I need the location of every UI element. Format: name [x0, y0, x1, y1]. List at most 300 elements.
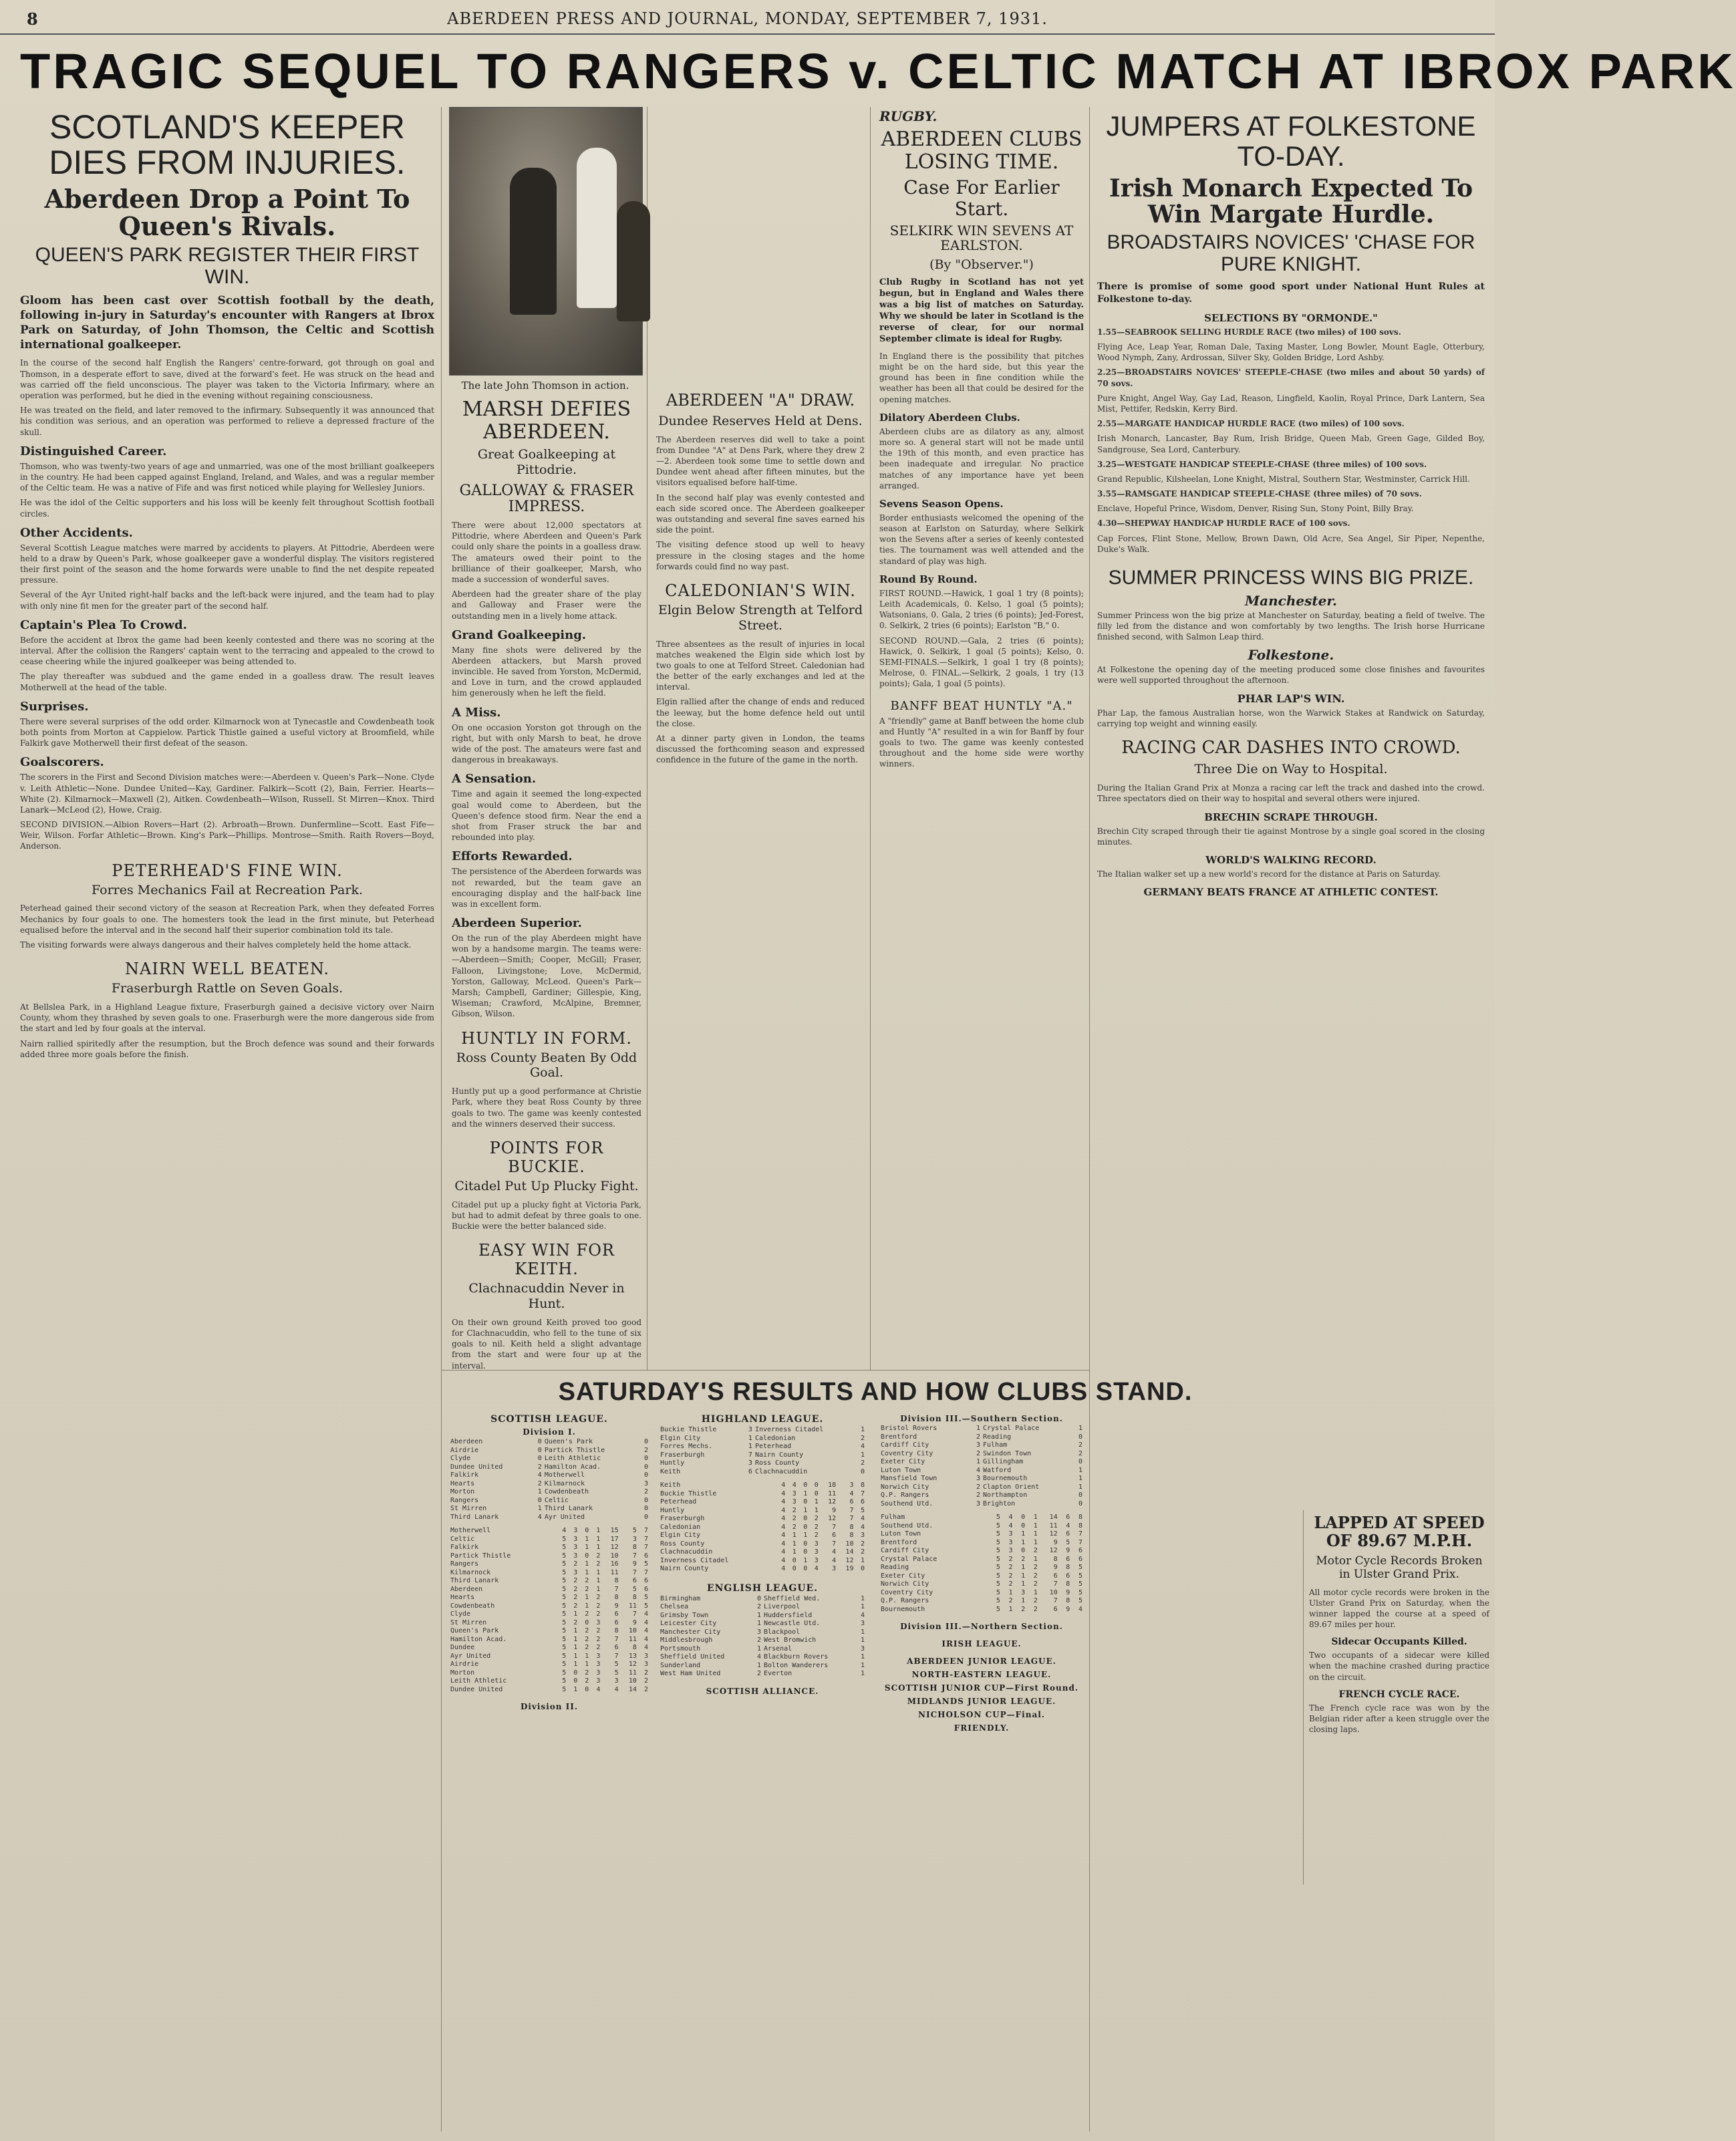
table-cell: Brentford	[881, 1538, 917, 1546]
standings-row	[879, 1572, 1084, 1581]
subhead-other-accidents: Other Accidents.	[20, 525, 133, 540]
table-cell: 1	[860, 1636, 865, 1644]
subhead-lapped: Motor Cycle Records Broken in Ulster Grand Prix.	[1316, 1554, 1483, 1582]
table-cell: 11	[628, 1669, 637, 1677]
table-cell: 2	[1078, 1441, 1082, 1449]
result-row	[659, 1620, 866, 1628]
table-cell: 5	[996, 1538, 1000, 1546]
table-cell: 8	[860, 1481, 865, 1489]
headline-nairn: NAIRN WELL BEATEN.	[125, 960, 329, 979]
table-cell: 0	[1021, 1522, 1026, 1530]
table-cell: 0	[573, 1677, 578, 1685]
table-cell: 1	[860, 1451, 865, 1459]
table-cell: 0	[803, 1540, 808, 1548]
table-cell: Inverness Citadel	[754, 1426, 824, 1433]
result-row	[449, 1463, 649, 1472]
table-cell: 0	[537, 1446, 542, 1454]
table-cell: 2	[573, 1577, 578, 1584]
table-cell: 8	[1078, 1514, 1082, 1521]
table-cell: 11	[828, 1489, 837, 1497]
table-cell: 15	[610, 1527, 619, 1534]
div1-standings-table	[449, 1527, 649, 1694]
table-cell: 5	[562, 1552, 567, 1560]
table-cell: 8	[632, 1644, 637, 1651]
table-cell: 1	[573, 1661, 578, 1668]
result-row	[659, 1435, 866, 1443]
body-text: The French cycle race was won by the Belgian rider after a keen struggle over the closing laps.	[1309, 1703, 1489, 1735]
table-cell: Chelsea	[660, 1603, 689, 1610]
table-cell: 6	[1078, 1547, 1082, 1554]
table-cell: 2	[814, 1523, 819, 1531]
table-cell: Morton	[450, 1488, 475, 1495]
table-cell: 1	[814, 1498, 819, 1506]
table-cell: 5	[562, 1635, 567, 1643]
table-cell: 2	[585, 1577, 589, 1584]
table-cell: 13	[628, 1652, 637, 1660]
body-text: The visiting defence stood up well to heavy pressure in the closing stages and the home forwards could find no way past.	[656, 540, 865, 571]
table-cell: 5	[996, 1597, 1000, 1604]
table-cell: 1	[1033, 1588, 1038, 1596]
table-cell: 5	[1066, 1538, 1070, 1546]
headline-banff: BANFF BEAT HUNTLY "A."	[890, 698, 1073, 713]
table-cell: Bristol Rovers	[881, 1425, 937, 1432]
table-subtitle: SCOTTISH ALLIANCE.	[706, 1686, 819, 1696]
result-row	[659, 1451, 866, 1460]
table-cell: 7	[643, 1544, 648, 1551]
table-cell: 5	[996, 1522, 1000, 1530]
table-cell: 1	[585, 1544, 589, 1551]
result-row	[879, 1467, 1084, 1475]
race-title: 3.55—RAMSGATE HANDICAP STEEPLE-CHASE (three miles) of 70 sovs.	[1097, 489, 1422, 499]
table-cell: 5	[996, 1530, 1000, 1538]
table-cell: Clyde	[450, 1455, 471, 1462]
table-cell: 7	[748, 1451, 752, 1459]
table-cell: Mansfield Town	[881, 1475, 937, 1482]
table-cell: St Mirren	[450, 1618, 487, 1626]
table-cell: 2	[860, 1434, 865, 1442]
table-cell: 1	[860, 1670, 865, 1677]
column-aberdeen-report	[452, 394, 641, 1370]
table-cell: 4	[781, 1498, 786, 1506]
table-cell: 1	[756, 1661, 761, 1669]
table-cell: 1	[1033, 1514, 1038, 1521]
table-cell: Queen's Park	[450, 1627, 499, 1634]
result-row	[879, 1458, 1084, 1467]
headline-germany: GERMANY BEATS FRANCE AT ATHLETIC CONTEST.	[1143, 886, 1439, 899]
result-row	[449, 1447, 649, 1455]
column-main-story	[20, 107, 434, 2132]
table-cell: Ross County	[660, 1540, 705, 1548]
result-row	[659, 1426, 866, 1435]
table-title: SCOTTISH JUNIOR CUP—First Round.	[884, 1683, 1079, 1693]
table-cell: 5	[562, 1610, 567, 1618]
table-cell: Swindon Town	[982, 1449, 1032, 1457]
table-cell: 6	[632, 1577, 637, 1584]
table-cell: Brentford	[881, 1433, 917, 1441]
table-cell: 6	[1053, 1605, 1058, 1613]
table-cell: 1	[573, 1652, 578, 1660]
headline-lapped: LAPPED AT SPEED OF 89.67 M.P.H.	[1314, 1513, 1485, 1550]
table-cell: 9	[1066, 1588, 1070, 1596]
table-cell: Rangers	[450, 1560, 479, 1568]
standings-row	[449, 1544, 649, 1552]
column-aberdeen-a	[656, 388, 865, 1370]
body-text: In the second half play was evenly contested and each side scored once. The Aberdeen goalkeeper was outstanding and several fine saves earned his side the point.	[656, 492, 865, 535]
table-title: HIGHLAND LEAGUE.	[701, 1414, 824, 1425]
table-cell: 0	[1078, 1458, 1082, 1465]
table-cell: 1	[596, 1585, 601, 1593]
table-cell: Aberdeen	[450, 1585, 483, 1593]
table-cell: 3	[643, 1661, 648, 1668]
table-cell: Leith Athletic	[544, 1455, 601, 1462]
race-title: 4.30—SHEPWAY HANDICAP HURDLE RACE of 100 sovs.	[1097, 519, 1350, 529]
headline-losing-time: ABERDEEN CLUBS LOSING TIME.	[881, 128, 1082, 174]
table-cell: Coventry City	[881, 1588, 933, 1596]
headline-queens-park: QUEEN'S PARK REGISTER THEIR FIRST WIN.	[35, 244, 420, 289]
table-cell: 2	[585, 1644, 589, 1651]
body-text: Brechin City scraped through their tie against Montrose by a single goal scored in the closing minutes.	[1097, 826, 1485, 847]
table-cell: 0	[537, 1438, 542, 1445]
table-title: IRISH LEAGUE.	[942, 1639, 1022, 1649]
table-cell: 6	[614, 1644, 619, 1651]
table-cell: Airdrie	[450, 1661, 479, 1668]
result-row	[879, 1441, 1084, 1450]
result-row	[879, 1491, 1084, 1500]
photo-john-thomson	[449, 107, 643, 376]
standings-row	[659, 1524, 866, 1532]
table-cell: 2	[756, 1636, 761, 1644]
table-cell: 12	[828, 1515, 837, 1522]
table-cell: 3	[849, 1481, 854, 1489]
body-text: A "friendly" game at Banff between the home club and Huntly "A" resulted in a win for Banff by four goals to two. The game was keenly contested throughout and the home side were worthy winners.	[879, 716, 1084, 769]
table-cell: 0	[803, 1523, 808, 1531]
table-cell: 4	[832, 1548, 837, 1556]
body-text: Border enthusiasts welcomed the opening of the season at Earlston on Saturday, where Selkirk won the Sevens after a series of keenly contested ties. The tournament was well attended and the standard of play was high.	[879, 513, 1084, 566]
table-cell: 0	[803, 1481, 808, 1489]
table-cell: 0	[643, 1438, 648, 1445]
table-cell: 1	[860, 1556, 865, 1564]
standings-row	[659, 1532, 866, 1540]
table-cell: 0	[860, 1565, 865, 1572]
table-cell: 3	[1008, 1538, 1013, 1546]
body-text: Many fine shots were delivered by the Aberdeen attackers, but Marsh proved invincible. He saved from Yorston, McDermid, and Love in turn, and the crowd applauded him generously when he left the field.	[452, 645, 641, 698]
column-rugby	[879, 107, 1084, 1370]
div1-results-table	[449, 1438, 649, 1522]
table-cell: 6	[614, 1618, 619, 1626]
result-row	[449, 1505, 649, 1514]
table-cell: 12	[1049, 1530, 1058, 1538]
table-cell: 1	[1078, 1475, 1082, 1482]
table-cell: 10	[610, 1552, 619, 1560]
table-cell: Keith	[660, 1481, 681, 1489]
table-cell: Huntly	[660, 1506, 685, 1514]
standings-row	[879, 1522, 1084, 1531]
table-cell: 1	[585, 1560, 589, 1568]
table-cell: 0	[643, 1455, 648, 1462]
table-subtitle: Division I.	[523, 1427, 576, 1437]
table-cell: Peterhead	[660, 1498, 697, 1506]
division-three-panel	[879, 1411, 1084, 2126]
table-cell: Birmingham	[660, 1594, 701, 1602]
table-cell: Motherwell	[450, 1527, 491, 1534]
headline-keeper-dies: SCOTLAND'S KEEPER DIES FROM INJURIES.	[49, 108, 406, 181]
table-cell: Airdrie	[450, 1446, 479, 1454]
table-cell: 5	[1078, 1564, 1082, 1571]
table-cell: 5	[996, 1572, 1000, 1580]
table-cell: 1	[573, 1644, 578, 1651]
table-cell: 2	[1008, 1564, 1013, 1571]
table-cell: 1	[756, 1620, 761, 1627]
table-cell: 5	[643, 1560, 648, 1568]
table-cell: 8	[614, 1594, 619, 1601]
result-row	[879, 1425, 1084, 1433]
english-results-table	[659, 1595, 866, 1679]
table-cell: 4	[643, 1627, 648, 1634]
table-cell: 4	[814, 1565, 819, 1572]
table-cell: Liverpool	[763, 1603, 801, 1610]
table-cell: Southend Utd.	[881, 1522, 933, 1530]
table-cell: Crystal Palace	[982, 1425, 1040, 1432]
table-cell: 1	[803, 1489, 808, 1497]
table-cell: Luton Town	[881, 1530, 921, 1538]
table-cell: 1	[860, 1653, 865, 1661]
table-cell: 12	[610, 1544, 619, 1551]
table-cell: 12	[828, 1498, 837, 1506]
table-cell: 4	[781, 1548, 786, 1556]
dateline-manchester: Manchester.	[1245, 593, 1337, 609]
result-row	[659, 1653, 866, 1662]
table-cell: 5	[562, 1535, 567, 1543]
standings-row	[659, 1565, 866, 1574]
table-cell: 3	[814, 1540, 819, 1548]
body-text: Peterhead gained their second victory of the season at Recreation Park, when they defeated Forres Mechanics by four goals to one. The homesters took the lead in the first minute, but Peterhead equalised before the interval and in the second half their superior combination told its tale.	[20, 903, 434, 935]
table-cell: 0	[792, 1565, 797, 1572]
subhead-dilatory: Dilatory Aberdeen Clubs.	[879, 411, 1020, 424]
table-cell: 1	[1021, 1530, 1026, 1538]
table-cell: 5	[562, 1661, 567, 1668]
standings-row	[659, 1540, 866, 1549]
body-text: The scorers in the First and Second Division matches were:—Aberdeen v. Queen's Park—None. Clyde v. Leith Athletic—None. Dundee United—Kay, Gardiner. Falkirk—Scott (2), Bain, Ferrier. Hearts—White (2). Kilmarnock—Maxwell (2), Aitken. Cowdenbeath—Wilson, Russell. St Mirren—Knox. Third Lanark—McLeod (2), Howe, Craig.	[20, 772, 434, 815]
headline-galloway: GALLOWAY & FRASER IMPRESS.	[459, 482, 634, 516]
table-cell: 3	[756, 1628, 761, 1636]
table-cell: 2	[814, 1532, 819, 1539]
table-cell: 6	[1066, 1514, 1070, 1521]
table-cell: Aberdeen	[450, 1438, 483, 1445]
body-text: Elgin rallied after the change of ends and reduced the leeway, but the home defence held out until the close.	[656, 697, 865, 728]
scottish-league-panel	[449, 1411, 649, 2126]
table-cell: 2	[596, 1627, 601, 1634]
table-cell: 9	[1066, 1605, 1070, 1613]
result-row	[659, 1636, 866, 1645]
body-text: The Aberdeen reserves did well to take a point from Dundee "A" at Dens Park, where they drew 2—2. Aberdeen took some time to settle down and Dundee went ahead after fifteen minutes, but the visitors equalised before half-time.	[656, 434, 865, 488]
body-text: On one occasion Yorston got through on the right, but with only Marsh to beat, he drove wide of the post. The amateurs were fast and dangerous in breakaways.	[452, 722, 641, 765]
table-cell: 6	[849, 1498, 854, 1506]
table-cell: 9	[1053, 1538, 1058, 1546]
table-cell: 1	[1008, 1605, 1013, 1613]
table-cell: 1	[585, 1594, 589, 1601]
table-cell: 1	[585, 1661, 589, 1668]
table-cell: 2	[585, 1635, 589, 1643]
table-cell: Keith	[660, 1467, 681, 1475]
table-cell: 5	[996, 1588, 1000, 1596]
headline-marsh: MARSH DEFIES ABERDEEN.	[462, 398, 631, 444]
table-cell: 7	[643, 1535, 648, 1543]
table-cell: 1	[1033, 1522, 1038, 1530]
table-cell: 3	[643, 1479, 648, 1487]
headline-huntly: HUNTLY IN FORM.	[461, 1028, 632, 1048]
table-cell: 1	[860, 1661, 865, 1669]
body-text: He was the idol of the Celtic supporters and his loss will be keenly felt throughout Scottish football circles.	[20, 498, 434, 519]
result-row	[659, 1662, 866, 1671]
table-cell: 4	[781, 1540, 786, 1548]
table-cell: 2	[1008, 1572, 1013, 1580]
subhead-caledonian: Elgin Below Strength at Telford Street.	[658, 602, 863, 633]
standings-row	[449, 1686, 649, 1695]
table-cell: Everton	[763, 1670, 792, 1677]
table-cell: 1	[860, 1628, 865, 1636]
table-cell: 1	[748, 1443, 752, 1450]
table-cell: 2	[585, 1610, 589, 1618]
table-cell: 4	[781, 1481, 786, 1489]
table-cell: 4	[781, 1515, 786, 1522]
table-cell: Arsenal	[763, 1645, 792, 1653]
table-cell: Q.P. Rangers	[881, 1597, 929, 1604]
table-cell: 2	[596, 1610, 601, 1618]
table-cell: 3	[573, 1544, 578, 1551]
table-cell: Norwich City	[881, 1483, 929, 1491]
table-cell: Fulham	[982, 1441, 1008, 1449]
racing-intro: There is promise of some good sport under National Hunt Rules at Folkestone to-day.	[1097, 281, 1485, 305]
headline-aberdeen-drop: Aberdeen Drop a Point To Queen's Rivals.	[44, 184, 410, 242]
table-cell: 1	[1033, 1555, 1038, 1563]
result-row	[659, 1612, 866, 1620]
headline-phar-lap: PHAR LAP'S WIN.	[1237, 692, 1345, 705]
standings-row	[449, 1560, 649, 1569]
body-text: At Bellslea Park, in a Highland League fixture, Fraserburgh gained a decisive victory over Nairn County, whom they thrashed by seven goals to one. Fraserburgh were the more dangerous side from the start and led by four goals at the interval.	[20, 1002, 434, 1034]
table-cell: 3	[814, 1556, 819, 1564]
table-cell: Morton	[450, 1669, 475, 1677]
table-cell: 4	[614, 1685, 619, 1693]
table-cell: 2	[792, 1523, 797, 1531]
table-cell: 9	[1053, 1564, 1058, 1571]
table-title: NORTH-EASTERN LEAGUE.	[911, 1670, 1052, 1679]
standings-row	[449, 1644, 649, 1653]
table-cell: Hamilton Acad.	[450, 1635, 507, 1643]
table-cell: 11	[1049, 1522, 1058, 1530]
headline-irish-monarch: Irish Monarch Expected To Win Margate Hurdle.	[1109, 174, 1473, 229]
table-cell: 2	[756, 1670, 761, 1677]
table-title: SCOTTISH LEAGUE.	[490, 1414, 608, 1425]
table-cell: 5	[562, 1594, 567, 1601]
body-text: The visiting forwards were always dangerous and their halves completely held the home attack.	[20, 940, 412, 950]
subhead-aberdeen-a: Dundee Reserves Held at Dens.	[658, 413, 863, 428]
table-cell: Falkirk	[450, 1471, 479, 1479]
table-cell: 2	[643, 1669, 648, 1677]
table-cell: Dundee United	[450, 1463, 503, 1471]
headline-keith: EASY WIN FOR KEITH.	[478, 1241, 615, 1279]
table-cell: 10	[628, 1627, 637, 1634]
story-intro: Gloom has been cast over Scottish football by the death, following in-jury in Saturday's encounter with Rangers at Ibrox Park on Saturday, of John Thomson, the Celtic and Scottish international goalkeeper.	[20, 294, 434, 352]
table-cell: 7	[632, 1568, 637, 1576]
table-cell: Clachnacuddin	[754, 1467, 808, 1475]
standings-row	[449, 1594, 649, 1602]
table-cell: 6	[1053, 1572, 1058, 1580]
standings-row	[879, 1530, 1084, 1539]
headline-broadstairs: BROADSTAIRS NOVICES' 'CHASE FOR PURE KNIGHT.	[1107, 231, 1475, 276]
page-number: 8	[27, 9, 39, 29]
result-row	[879, 1475, 1084, 1483]
table-cell: 4	[860, 1611, 865, 1619]
table-cell: 1	[537, 1505, 542, 1512]
table-cell: 0	[585, 1552, 589, 1560]
table-cell: 5	[562, 1677, 567, 1685]
standings-row	[449, 1577, 649, 1586]
subhead-captains-plea: Captain's Plea To Crowd.	[20, 617, 187, 632]
result-row	[659, 1459, 866, 1468]
standings-row	[879, 1606, 1084, 1614]
table-cell: 2	[860, 1548, 865, 1556]
table-cell: 1	[748, 1434, 752, 1442]
table-cell: Exeter City	[881, 1458, 925, 1465]
table-title: MIDLANDS JUNIOR LEAGUE.	[907, 1697, 1056, 1706]
standings-row	[449, 1636, 649, 1645]
table-cell: 3	[643, 1652, 648, 1660]
table-cell: 2	[1078, 1449, 1082, 1457]
table-cell: 2	[860, 1459, 865, 1467]
table-cell: 2	[1033, 1547, 1038, 1554]
table-cell: 2	[976, 1483, 980, 1491]
table-cell: 4	[781, 1565, 786, 1572]
table-cell: 7	[614, 1585, 619, 1593]
table-cell: Elgin City	[660, 1532, 701, 1539]
table-cell: 9	[614, 1602, 619, 1610]
body-text: The persistence of the Aberdeen forwards was not rewarded, but the team gave an encouraging display and the half-back line was in excellent form.	[452, 867, 641, 909]
table-cell: 0	[803, 1498, 808, 1506]
subhead-round-by-round: Round By Round.	[879, 573, 978, 585]
headline-walking: WORLD'S WALKING RECORD.	[1205, 854, 1377, 866]
table-cell: 3	[573, 1552, 578, 1560]
table-cell: Forres Mechs.	[660, 1443, 713, 1450]
result-row	[879, 1433, 1084, 1442]
standings-row	[659, 1515, 866, 1524]
result-row	[659, 1468, 866, 1477]
highland-results-table	[659, 1426, 866, 1476]
table-cell: Reading	[881, 1564, 909, 1571]
body-text: During the Italian Grand Prix at Monza a racing car left the track and dashed into the crowd. Three spectators died on their way to hospital and several others were injured.	[1097, 783, 1485, 804]
subhead-racing-car: Three Die on Way to Hospital.	[1194, 762, 1388, 777]
table-cell: Caledonian	[660, 1523, 701, 1531]
standings-row	[449, 1586, 649, 1594]
table-cell: 5	[996, 1514, 1000, 1521]
table-cell: 8	[614, 1577, 619, 1584]
table-cell: 7	[643, 1568, 648, 1576]
table-cell: 3	[596, 1661, 601, 1668]
table-cell: 2	[596, 1644, 601, 1651]
standings-row	[449, 1602, 649, 1611]
table-cell: Rangers	[450, 1496, 479, 1504]
table-cell: 5	[996, 1564, 1000, 1571]
table-cell: 5	[1078, 1580, 1082, 1588]
table-cell: Buckie Thistle	[660, 1426, 717, 1433]
body-text: There were several surprises of the odd order. Kilmarnock won at Tynecastle and Cowdenbeath took both points from Morton at Cappielow. Partick Thistle gained a useful victory at Broomfield, while Falkirk gave Motherwell their first defeat of the season.	[20, 716, 434, 748]
table-cell: 5	[632, 1585, 637, 1593]
table-cell: 0	[792, 1556, 797, 1564]
standings-row	[659, 1498, 866, 1507]
standings-row	[449, 1569, 649, 1578]
table-cell: 1	[860, 1426, 865, 1433]
table-cell: Dundee	[450, 1644, 475, 1651]
table-cell: 18	[828, 1481, 837, 1489]
